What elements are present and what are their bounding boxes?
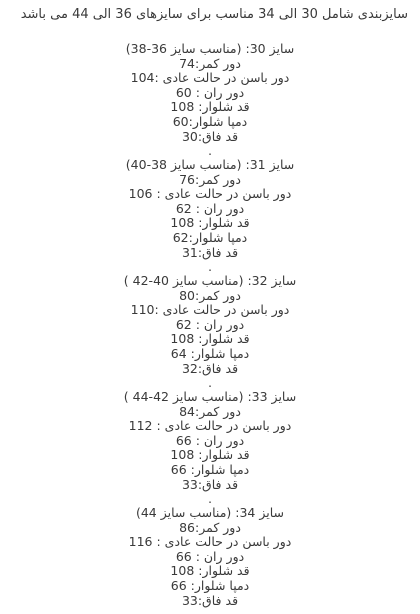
thigh-measure: دور ران : 60 [175, 84, 245, 100]
hem-measure: دمپا شلوار: 66 [170, 461, 250, 477]
separator-dot: . [208, 144, 212, 159]
size-block-31 [0, 158, 420, 275]
separator-dot: . [208, 492, 212, 507]
pants-length-measure: قد شلوار: 108 [170, 215, 250, 231]
hip-measure: دور باسن در حالت عادی : 106 [128, 186, 292, 202]
hem-measure: دمپا شلوار:62 [172, 229, 248, 245]
separator-dot: . [208, 260, 212, 275]
waist-measure: دور کمر:74 [179, 55, 241, 71]
size-chart-header: سایزبندی شامل 30 الی 34 مناسب برای سایزهای 36 الی 44 می باشد [20, 7, 408, 22]
crotch-measure: قد فاق:32 [181, 360, 239, 376]
crotch-measure: قد فاق:33 [181, 592, 239, 608]
size-block-33 [0, 390, 420, 507]
waist-measure: دور کمر:76 [179, 171, 241, 187]
size-title: سایز 31: (مناسب سایز 38-40) [125, 157, 295, 172]
thigh-measure: دور ران : 66 [175, 432, 245, 448]
thigh-measure: دور ران : 62 [175, 200, 245, 216]
hem-measure: دمپا شلوار: 66 [170, 577, 250, 593]
pants-length-measure: قد شلوار: 108 [170, 99, 250, 115]
size-title: سایز 33: (مناسب سایز 42-44 ) [123, 389, 297, 404]
thigh-measure: دور ران : 66 [175, 548, 245, 564]
waist-measure: دور کمر:80 [179, 287, 241, 303]
crotch-measure: قد فاق:30 [181, 128, 239, 144]
hem-measure: دمپا شلوار: 64 [170, 345, 250, 361]
thigh-measure: دور ران : 62 [175, 316, 245, 332]
size-title: سایز 30: (مناسب سایز 36-38) [125, 41, 295, 56]
waist-measure: دور کمر:86 [179, 519, 241, 535]
pants-length-measure: قد شلوار: 108 [170, 447, 250, 463]
crotch-measure: قد فاق:31 [181, 244, 239, 260]
hip-measure: دور باسن در حالت عادی :104 [130, 70, 290, 86]
size-block-34 [0, 506, 420, 608]
hip-measure: دور باسن در حالت عادی :110 [130, 302, 290, 318]
crotch-measure: قد فاق:33 [181, 476, 239, 492]
separator-dot: . [208, 376, 212, 391]
waist-measure: دور کمر:84 [179, 403, 241, 419]
hip-measure: دور باسن در حالت عادی : 112 [128, 418, 292, 434]
size-title: سایز 32: (مناسب سایز 40-42 ) [123, 273, 297, 288]
hem-measure: دمپا شلوار:60 [172, 113, 248, 129]
size-title: سایز 34: (مناسب سایز 44) [135, 505, 285, 520]
pants-length-measure: قد شلوار: 108 [170, 563, 250, 579]
pants-length-measure: قد شلوار: 108 [170, 331, 250, 347]
size-block-32 [0, 274, 420, 391]
hip-measure: دور باسن در حالت عادی : 116 [128, 534, 292, 550]
size-block-30 [0, 42, 420, 159]
